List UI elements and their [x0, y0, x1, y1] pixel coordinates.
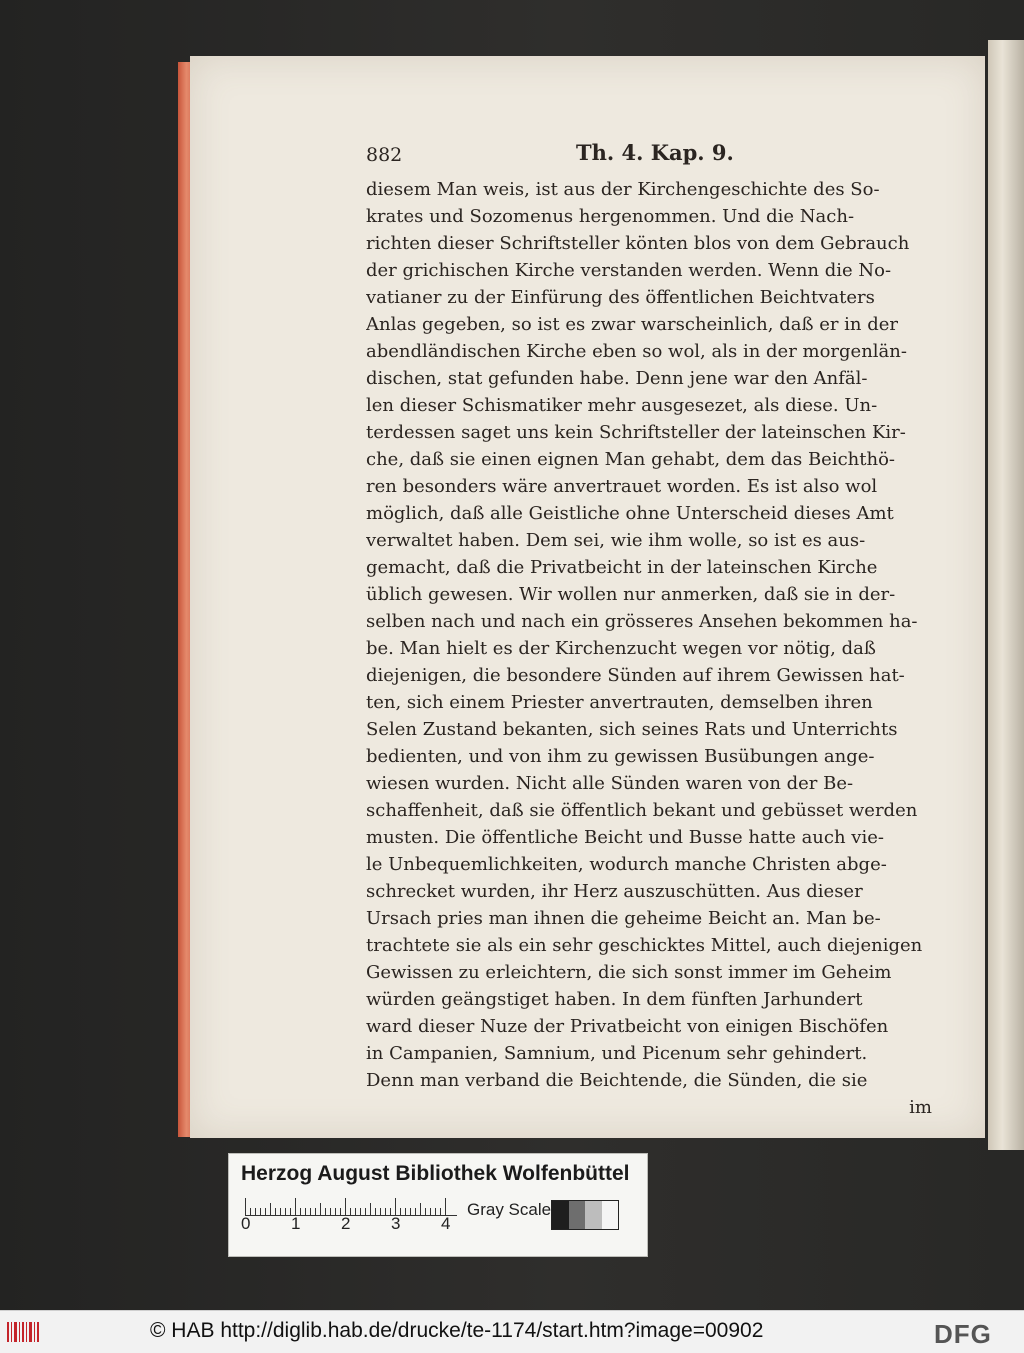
ruler-tick	[410, 1208, 411, 1216]
ruler-tick	[315, 1208, 316, 1216]
ruler-tick	[330, 1208, 331, 1216]
ruler-tick	[370, 1203, 371, 1216]
text-line: verwaltet haben. Dem sei, wie ihm wolle, so ist es aus-	[366, 530, 866, 551]
text-line: ren besonders wäre anvertrauet worden. Es ist also wol	[366, 476, 878, 497]
ruler-number: 2	[341, 1214, 351, 1233]
ruler-tick	[380, 1208, 381, 1216]
text-line: Selen Zustand bekanten, sich seines Rats und Unterrichts	[366, 719, 898, 740]
text-line: abendländischen Kirche eben so wol, als in der morgenlän-	[366, 341, 907, 362]
ruler-tick	[255, 1208, 256, 1216]
ruler-tick	[430, 1208, 431, 1216]
ruler-tick	[375, 1208, 376, 1216]
text-line: gemacht, daß die Privatbeicht in der lateinschen Kirche	[366, 557, 878, 578]
running-head	[366, 140, 936, 170]
ruler-tick	[435, 1208, 436, 1216]
text-line: möglich, daß alle Geistliche ohne Unterscheid dieses Amt	[366, 503, 894, 524]
ruler-tick	[360, 1208, 361, 1216]
gray-swatch	[569, 1201, 586, 1229]
text-line: che, daß sie einen eignen Man gehabt, dem das Beichthö-	[366, 449, 896, 470]
text-line: dischen, stat gefunden habe. Denn jene war den Anfäl-	[366, 368, 868, 389]
gray-scale-swatches	[551, 1200, 619, 1230]
text-line: vatianer zu der Einfürung des öffentlichen Beichtvaters	[366, 287, 875, 308]
ruler-tick	[405, 1208, 406, 1216]
footer-bar	[0, 1310, 1024, 1353]
catchword: im	[909, 1097, 932, 1118]
ruler-tick	[265, 1208, 266, 1216]
text-line: diesem Man weis, ist aus der Kirchengeschichte des So-	[366, 179, 880, 200]
ruler-tick	[425, 1208, 426, 1216]
ruler-tick	[275, 1208, 276, 1216]
library-name: Herzog August Bibliothek Wolfenbüttel	[241, 1162, 630, 1185]
color-scale-card	[228, 1153, 648, 1257]
ruler-tick	[305, 1208, 306, 1216]
text-line: in Campanien, Samnium, und Picenum sehr gehindert.	[366, 1043, 868, 1064]
barcode-icon	[6, 1319, 40, 1345]
text-line: musten. Die öffentliche Beicht und Busse hatte auch vie-	[366, 827, 884, 848]
ruler-number: 4	[441, 1214, 451, 1233]
text-line: ward dieser Nuze der Privatbeicht von einigen Bischöfen	[366, 1016, 889, 1037]
text-line: Denn man verband die Beichtende, die Sünden, die sie	[366, 1070, 868, 1091]
gray-swatch	[552, 1201, 569, 1229]
ruler-number: 1	[291, 1214, 301, 1233]
ruler-number: 3	[391, 1214, 401, 1233]
text-line: Anlas gegeben, so ist es zwar warscheinlich, daß er in der	[366, 314, 899, 335]
ruler	[241, 1194, 457, 1234]
text-line: würden geängstiget haben. In dem fünften Jarhundert	[366, 989, 863, 1010]
gray-swatch	[585, 1201, 602, 1229]
text-line: krates und Sozomenus hergenommen. Und die Nach-	[366, 206, 855, 227]
gray-swatch	[602, 1201, 619, 1229]
text-line: len dieser Schismatiker mehr ausgesezet, als diese. Un-	[366, 395, 878, 416]
text-line: schrecket wurden, ihr Herz auszuschütten. Aus dieser	[366, 881, 863, 902]
chapter-heading: Th. 4. Kap. 9.	[576, 140, 734, 165]
text-line: diejenigen, die besondere Sünden auf ihrem Gewissen hat-	[366, 665, 905, 686]
text-line: Ursach pries man ihnen die geheime Beicht an. Man be-	[366, 908, 881, 929]
text-line: terdessen saget uns kein Schriftsteller der lateinschen Kir-	[366, 422, 906, 443]
ruler-tick	[280, 1208, 281, 1216]
text-line: ten, sich einem Priester anvertrauten, demselben ihren	[366, 692, 873, 713]
source-url[interactable]: © HAB http://diglib.hab.de/drucke/te-1174/start.htm?image=00902	[150, 1319, 764, 1342]
ruler-tick	[310, 1208, 311, 1216]
gray-scale-label: Gray Scale	[467, 1200, 552, 1219]
book-leaves-right	[988, 40, 1024, 1150]
text-line: üblich gewesen. Wir wollen nur anmerken, daß sie in der-	[366, 584, 896, 605]
dfg-logo: DFG	[934, 1319, 992, 1349]
text-line: be. Man hielt es der Kirchenzucht wegen vor nötig, daß	[366, 638, 876, 659]
ruler-tick	[385, 1208, 386, 1216]
ruler-tick	[365, 1208, 366, 1216]
ruler-tick	[355, 1208, 356, 1216]
text-line: richten dieser Schriftsteller könten blos von dem Gebrauch	[366, 233, 910, 254]
ruler-tick	[335, 1208, 336, 1216]
ruler-tick	[320, 1203, 321, 1216]
ruler-number: 0	[241, 1214, 251, 1233]
ruler-tick	[260, 1208, 261, 1216]
text-line: selben nach und nach ein grösseres Ansehen bekommen ha-	[366, 611, 918, 632]
ruler-tick	[420, 1203, 421, 1216]
page-number: 882	[366, 144, 403, 166]
ruler-tick	[270, 1203, 271, 1216]
text-line: bedienten, und von ihm zu gewissen Busübungen ange-	[366, 746, 875, 767]
text-line: schaffenheit, daß sie öffentlich bekant und gebüsset werden	[366, 800, 918, 821]
text-line: Gewissen zu erleichtern, die sich sonst immer im Geheim	[366, 962, 892, 983]
text-line: wiesen wurden. Nicht alle Sünden waren von der Be-	[366, 773, 854, 794]
text-line: trachtete sie als ein sehr geschicktes Mittel, auch diejenigen	[366, 935, 923, 956]
ruler-tick	[285, 1208, 286, 1216]
page-body-text	[366, 176, 932, 1121]
text-line: der grichischen Kirche verstanden werden. Wenn die No-	[366, 260, 892, 281]
ruler-tick	[415, 1208, 416, 1216]
text-line: le Unbequemlichkeiten, wodurch manche Christen abge-	[366, 854, 887, 875]
ruler-tick	[325, 1208, 326, 1216]
